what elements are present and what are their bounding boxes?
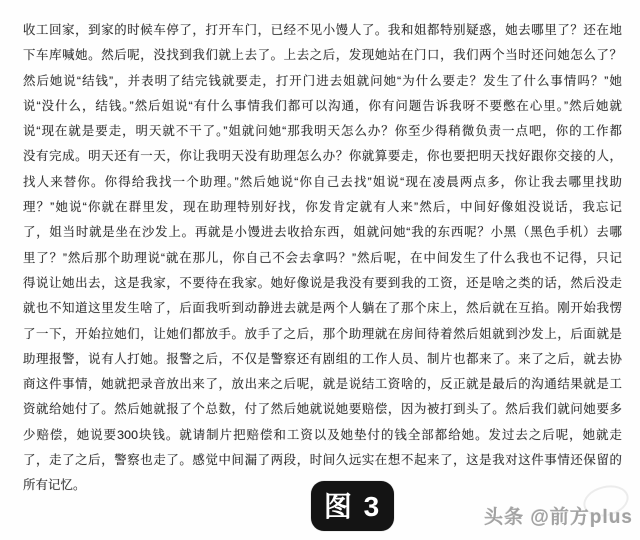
text-line: 商这件事情，她就把录音放出来了，放出来之后呢，就是说结工资啥的，反正就是最后的沟通结果就是工	[23, 377, 622, 392]
text-line: 所有记忆。	[23, 478, 86, 493]
text-line: 没有完成。明天还有一天，你让我明天没有助理怎么办？你就算要走，你也要把明天找好跟你交接的人，	[23, 149, 622, 164]
text-line: 然后她说“结钱”，并表明了结完钱就要走，打开门进去姐就问她“为什么要走？发生了什么事情吗？”她	[23, 73, 622, 88]
text-line: 收工回家，到家的时候车停了，打开车门，已经不见小馒人了。我和姐都特别疑惑，她去哪里了？还在地	[23, 23, 622, 37]
text-line: 说“没什么，结钱。”然后姐说“有什么事情我们都可以沟通，你有问题告诉我呀不要憋在心里。”然后她就	[23, 98, 622, 113]
text-line: 理？”她说“你就在群里发，现在助理特别好找，你发肯定就有人来”然后，中间好像姐没说话，我忘记	[23, 200, 622, 215]
text-line: 里了？”然后那个助理说“就在那儿，你自己不会去拿吗？”然后呢，在中间发生了什么我也不记得，只记	[23, 250, 622, 265]
text-line: 得说让她出去，这是我家，不要待在我家。她好像说是我没有要到我的工资，还是啥之类的话，然后没走	[23, 275, 622, 290]
text-line: 资就给她付了。然后她就报了个总数，付了然后她就说她要赔偿，因为被打到头了。然后我们就问她要多	[23, 402, 622, 417]
figure-label-badge	[311, 481, 394, 531]
watermark-text: 头条 @前方plus	[484, 507, 633, 528]
text-line: 就也不知道这里发生啥了，后面我听到动静进去就是两个人躺在了那个床上，然后就在互掐。刚开始我愣	[23, 301, 622, 316]
text-line: 找人来替你。你得给我找一个助理。”然后她说“你自己去找”姐说“现在凌晨两点多，你让我去哪里找助	[23, 174, 622, 189]
text-line: 了，姐当时就是坐在沙发上。再就是小馒进去收拾东西，姐就问她“我的东西呢？小黑（黑色手机）去哪	[23, 225, 622, 240]
text-line: 说“现在就是要走，明天就不干了。”姐就问她“那我明天怎么办？你至少得稍微负责一点吧，你的工作都	[23, 124, 622, 139]
text-line: 下车库喊她。然后呢，没找到我们就上去了。上去之后，发现她站在门口，我们两个当时还问她怎么了？	[23, 48, 622, 63]
text-line: 了一下，开始拉她们，让她们都放手。放手了之后，那个助理就在房间待着然后姐就到沙发上，后面就是	[23, 326, 622, 341]
text-line: 助理报警，说有人打她。报警之后，不仅是警察还有剧组的工作人员、制片也都来了。来了之后，就去协	[23, 351, 622, 366]
text-line: 了，走了之后，警察也走了。感觉中间漏了两段，时间久远实在想不起来了，这是我对这件事情还保留的	[23, 453, 622, 468]
figure-label: 图 3	[323, 491, 382, 522]
text-line: 少赔偿，她说要300块钱。就请制片把赔偿和工资以及她垫付的钱全部都给她。发过去之后呢，她就走	[23, 427, 622, 442]
article-text-block	[23, 18, 622, 499]
